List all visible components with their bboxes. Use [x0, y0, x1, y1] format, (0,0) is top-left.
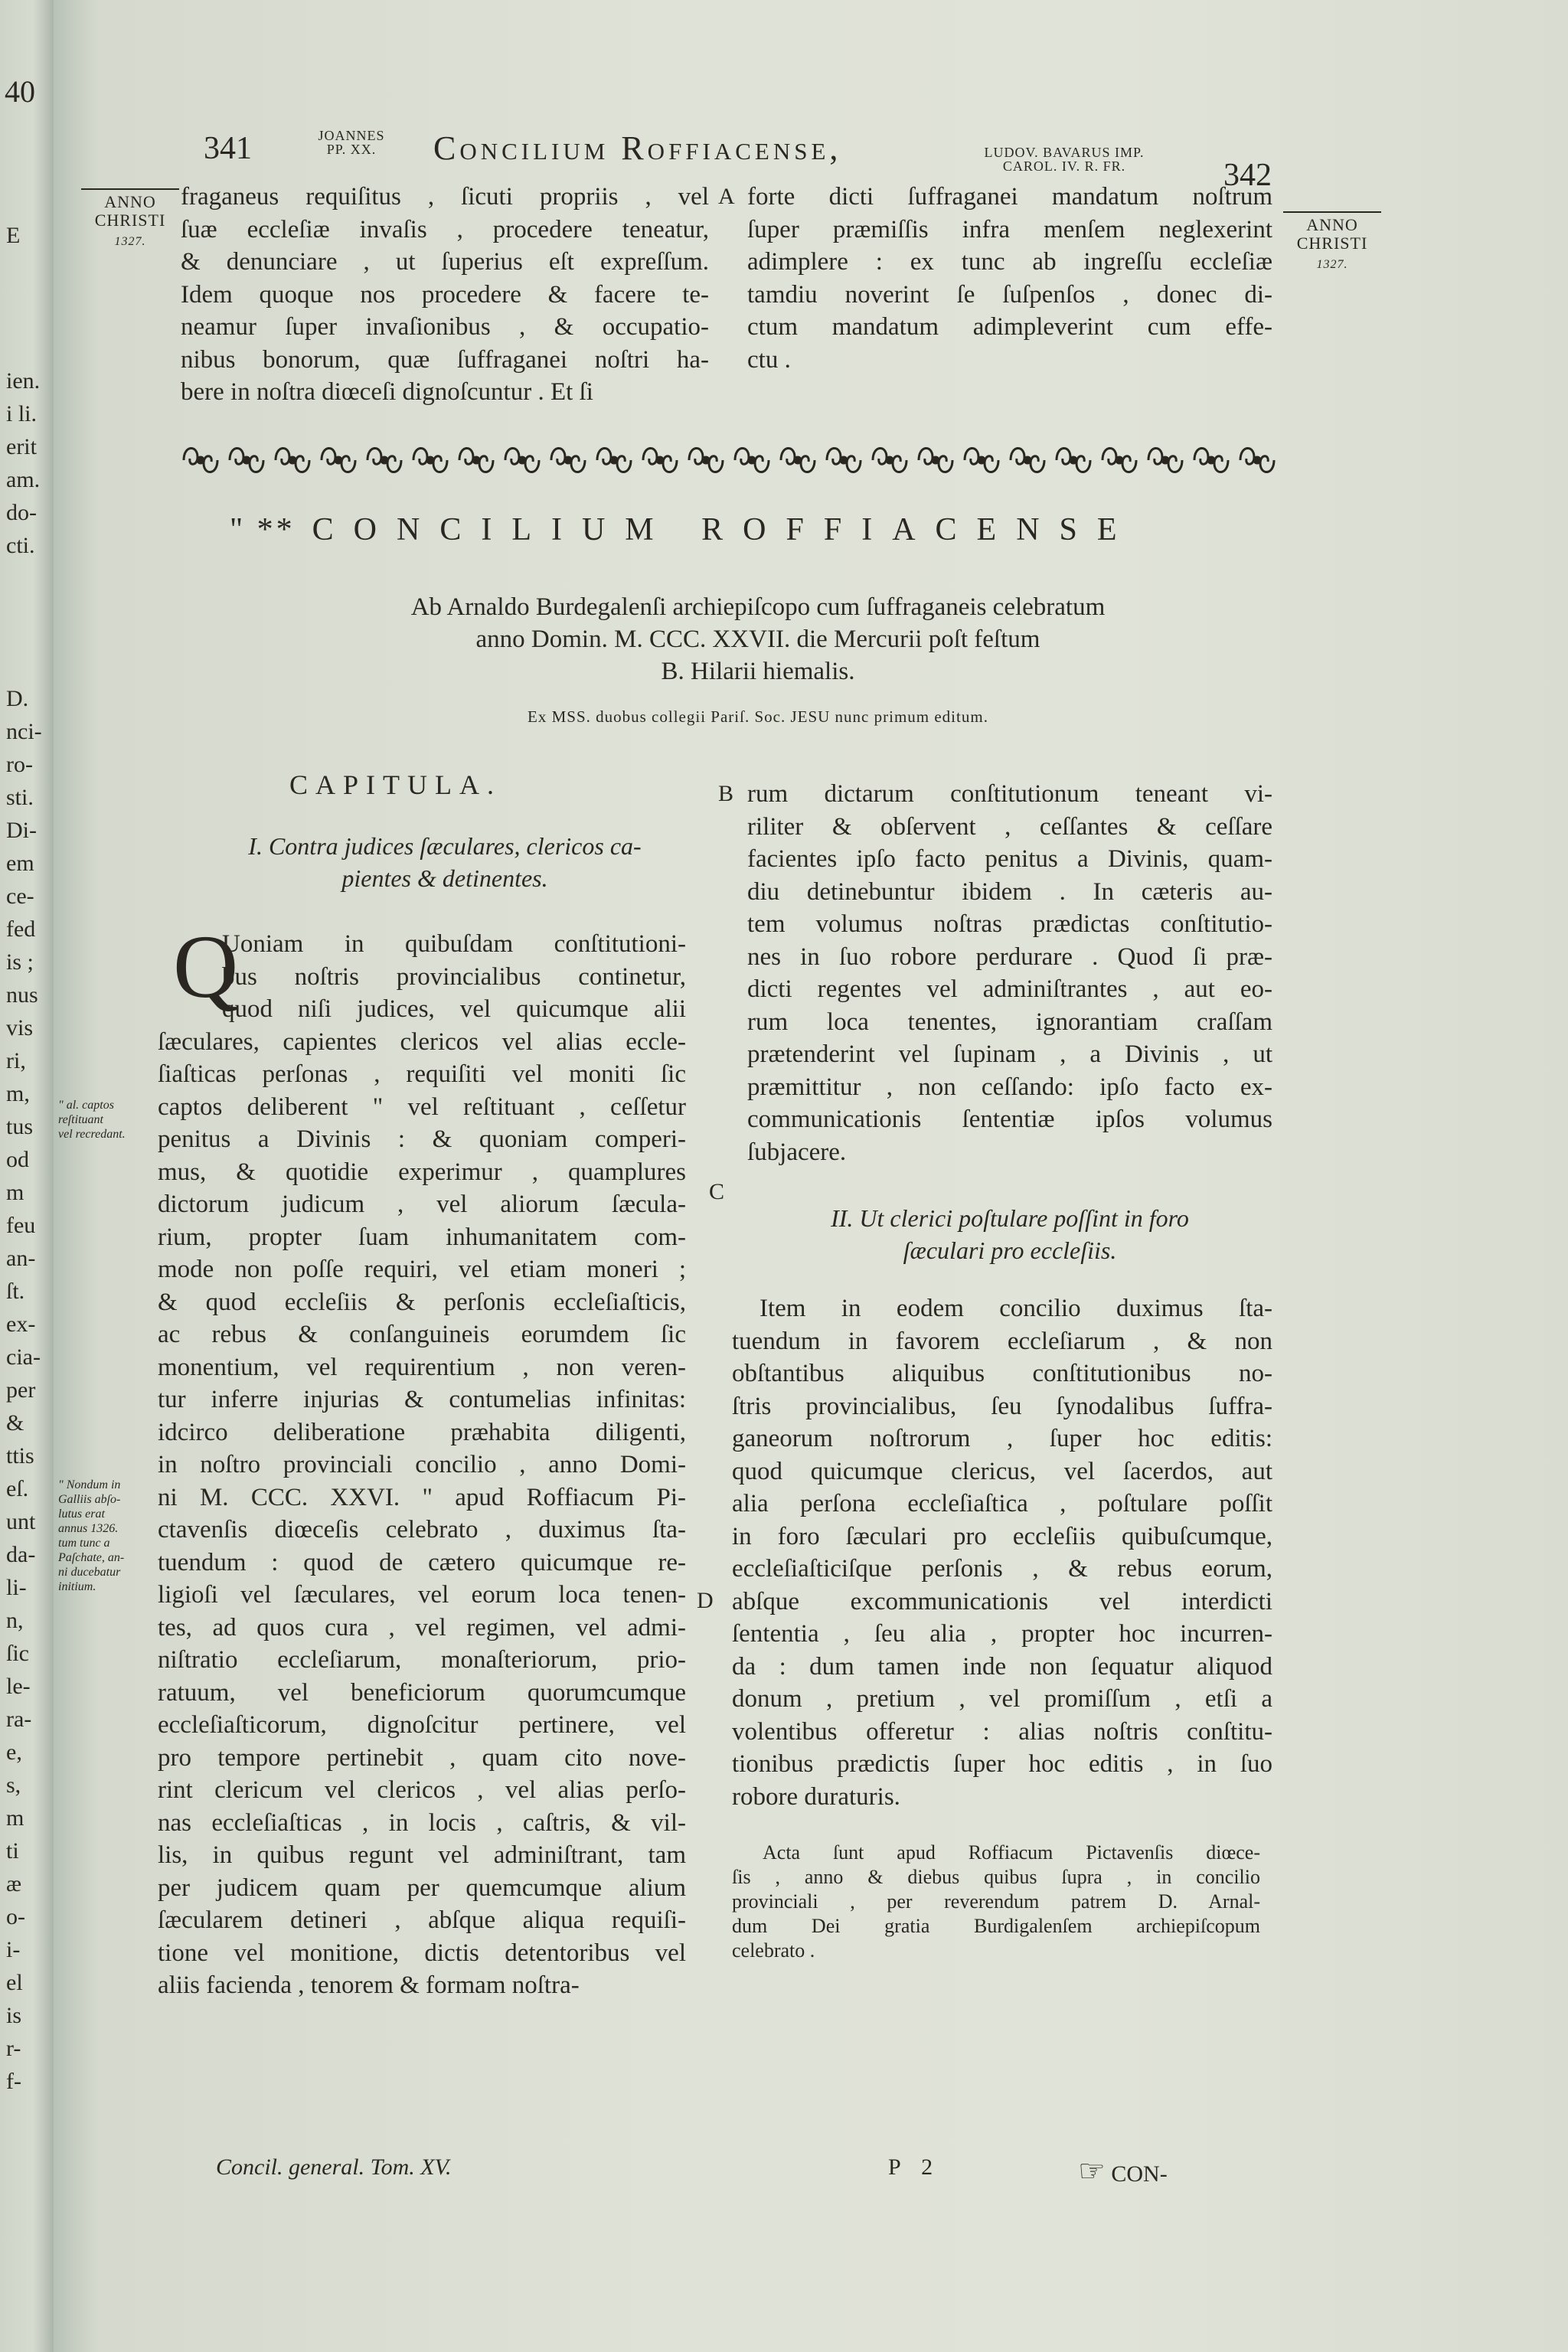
text-line: quod quicumque clericus, vel ſacerdos, aut: [732, 1457, 1272, 1485]
left-page-fragment: eſ.: [6, 1476, 29, 1501]
text-line: penitus a Divinis : & quoniam comperi-: [158, 1125, 686, 1153]
side-note-nondum: [58, 1478, 159, 1594]
left-page-fragment: is ;: [6, 949, 34, 975]
fleuron-ornament: [1102, 448, 1136, 472]
left-page-fragment: nci-: [6, 719, 42, 744]
left-page-fragment: ra-: [6, 1707, 32, 1732]
text-line: obſtantibus aliquibus conſtitutionibus no-: [732, 1360, 1272, 1387]
header-right-page-number: 342: [1223, 158, 1272, 193]
text-line: mode non poſſe requiri, vel etiam moneri ;: [158, 1256, 686, 1283]
left-page-fragment: sti.: [6, 785, 34, 810]
fleuron-ornament: [1011, 448, 1044, 472]
text-line: ganeorum noſtrorum , ſuper hoc editis:: [732, 1425, 1272, 1452]
left-page-fragment: fed: [6, 916, 36, 942]
section-marker-a: A: [718, 184, 735, 209]
left-page-fragment: feu: [6, 1213, 36, 1238]
margin-year-right: [1283, 211, 1381, 274]
left-page-fragment: ti: [6, 1838, 19, 1864]
top-right-column: [747, 181, 1272, 376]
fleuron-ornament: [689, 448, 723, 472]
text-line: neamur ſuper invaſionibus , & occupatio-: [181, 313, 709, 341]
side-note-line: Galliis abſo-: [58, 1493, 121, 1506]
text-line: volentibus offeretur : alias noſtris conſtitu-: [732, 1717, 1272, 1746]
chapter-1-body: [158, 928, 686, 2002]
text-line: Item in eodem concilio duximus ſta-: [760, 1295, 1272, 1322]
fleuron-ornament: [413, 448, 447, 472]
left-page-fragment: vis: [6, 1015, 34, 1040]
hand-pointer-icon: ☞: [1078, 2154, 1106, 2188]
acta-line: dum Dei gratia Burdigalenſem archiepiſcopum: [732, 1915, 1260, 1937]
left-page-fragment: am.: [6, 467, 41, 492]
left-page-fragment: ce-: [6, 884, 34, 909]
fleuron-ornament: [276, 448, 309, 472]
text-line: pro tempore pertinebit , quam cito nove-: [158, 1743, 686, 1772]
text-line: communicationis ſententiæ ipſos volumus: [747, 1106, 1272, 1133]
left-page-fragment: ſic: [6, 1641, 29, 1666]
left-page-fragment: i-: [6, 1937, 21, 1962]
subtitle-line: Ab Arnaldo Burdegalenſi archiepiſcopo cum ſuffraganeis celebratum: [410, 593, 1106, 621]
text-line: lis, in quibus regunt vel adminiſtrant, tam: [158, 1841, 686, 1869]
text-line: mus, & quotidie experimur , quamplures: [158, 1158, 686, 1186]
left-page-fragment: æ: [6, 1871, 22, 1896]
text-line: idcirco deliberatione præhabita diligenti,: [158, 1418, 686, 1446]
left-page-fragment: f-: [6, 2069, 21, 2094]
text-line: præmittitur , non ceſſando: ipſo facto ex-: [747, 1073, 1272, 1101]
text-line: & quod eccleſiis & perſonis eccleſiaſticis,: [158, 1288, 686, 1316]
side-note-line: Paſchate, an-: [58, 1551, 125, 1564]
text-line: Idem quoque nos procedere & facere te-: [181, 280, 709, 309]
text-line: ni M. CCC. XXVI. " apud Roffiacum Pi-: [158, 1483, 686, 1511]
left-page-fragment: s,: [6, 1772, 21, 1798]
fleuron-ornament: [184, 448, 217, 472]
left-page-fragment: o-: [6, 1904, 25, 1929]
text-line: aliis facienda , tenorem & formam noſtra-: [158, 1971, 580, 1999]
left-facing-page: [0, 0, 55, 2352]
fleuron-ornament: [505, 448, 539, 472]
chapter-1-heading-line: pientes & detinentes.: [341, 864, 548, 892]
left-page-fragment: ttis: [6, 1443, 34, 1468]
side-note-line: tum tunc a: [58, 1537, 110, 1550]
section-marker-c: C: [709, 1179, 725, 1204]
margin-anno-label: ANNO: [1283, 211, 1381, 234]
header-emperor: [957, 145, 1171, 173]
left-page-fragment: do-: [6, 500, 37, 525]
left-page-fragment: cia-: [6, 1344, 41, 1370]
fleuron-ornament: [368, 448, 401, 472]
text-line: dictorum judicum , vel aliorum ſæcula-: [158, 1191, 686, 1218]
left-page-fragment: nus: [6, 982, 38, 1008]
margin-anno-label: ANNO: [81, 188, 179, 211]
left-page-fragment: ex-: [6, 1312, 36, 1337]
fleuron-ornament: [965, 448, 998, 472]
text-line: tuendum in favorem eccleſiarum , & non: [732, 1327, 1272, 1355]
top-left-column: [181, 181, 709, 409]
text-line: tione vel monitione, dictis detentoribus vel: [158, 1939, 686, 1967]
header-emperor-line: LUDOV. BAVARUS IMP.: [984, 145, 1145, 160]
side-note-line: " Nondum in: [58, 1478, 121, 1491]
left-page-fragment: li-: [6, 1575, 27, 1600]
text-line: tem volumus noſtras prædictas conſtitutio-: [747, 910, 1272, 938]
footer-volume-text: Concil. general. Tom. XV.: [216, 2154, 452, 2180]
left-page-fragment: da-: [6, 1542, 36, 1567]
left-page-fragment: is: [6, 2003, 22, 2028]
text-line: abſque excommunicationis vel interdicti: [732, 1587, 1272, 1615]
fleuron-ornament: [827, 448, 861, 472]
drop-cap: Q: [173, 916, 239, 1017]
left-page-fragment: ien.: [6, 368, 41, 394]
text-line: robore duraturis.: [732, 1782, 900, 1811]
left-page-fragment: ſt.: [6, 1279, 25, 1304]
title-stars: " **: [230, 512, 296, 547]
acta-line: ſis , anno & diebus quibus ſupra , in concilio: [732, 1866, 1260, 1888]
text-line: ſæculares, capientes clericos vel alias eccle-: [158, 1027, 686, 1056]
main-title: [230, 511, 1137, 548]
text-line: tes, ad quos cura , vel regimen, vel admi-: [158, 1613, 686, 1642]
fleuron-ornament: [230, 448, 263, 472]
text-line: rum dictarum conſtitutionum teneant vi-: [747, 780, 1272, 808]
fleuron-ornament: [597, 448, 631, 472]
text-line: ſubjacere.: [747, 1138, 847, 1166]
left-page-fragment: od: [6, 1147, 29, 1172]
fleuron-ornament: [873, 448, 906, 472]
text-line: rum loca tenentes, ignorantiam craſſam: [747, 1008, 1272, 1036]
text-line: tionibus prædictis ſuper hoc editis , in ſuo: [732, 1750, 1272, 1778]
fleuron-ornament: [322, 448, 355, 472]
acta-line: Acta ſunt apud Roffiacum Pictavenſis diœce-: [763, 1841, 1260, 1864]
text-line: in foro ſæculari pro eccleſiis quibuſcumque,: [732, 1522, 1272, 1550]
left-page-fragment: em: [6, 851, 34, 876]
acta-closing-note: [732, 1841, 1260, 1963]
text-line: dicti regentes vel adminiſtrantes , aut eo-: [747, 975, 1272, 1003]
text-line: eccleſiaſticiſque perſonis , & rebus eorum,: [732, 1555, 1272, 1583]
left-page-fragment: e,: [6, 1740, 22, 1765]
left-page-fragment: cti.: [6, 533, 35, 558]
text-line: prætenderint vel ſupinam , a Divinis , ut: [747, 1040, 1272, 1068]
subtitle-line: B. Hilarii hiemalis.: [661, 658, 855, 685]
text-line: nes in ſuo robore perdurare . Quod ſi præ-: [747, 942, 1272, 971]
chapter-2-heading: [747, 1202, 1272, 1266]
text-line: forte dicti ſuffraganei mandatum noſtrum: [747, 183, 1272, 211]
text-line: donum , pretium , vel promiſſum , etſi a: [732, 1685, 1272, 1713]
text-line: da : dum tamen inde non ſequatur aliquod: [732, 1652, 1272, 1681]
left-page-fragment: Di-: [6, 818, 37, 843]
text-line: adimplere : ex tunc ab ingreſſu eccleſiæ: [747, 248, 1272, 276]
fleuron-ornament: [1240, 448, 1274, 472]
left-page-fragment: el: [6, 1970, 23, 1995]
capitula-heading: CAPITULA.: [289, 769, 501, 800]
text-line: rint clericum vel clericos , vel alias perſo-: [158, 1776, 686, 1804]
side-note-captos: [58, 1098, 159, 1142]
text-line: ſententia , ſeu alia , propter hoc incurren-: [732, 1620, 1272, 1648]
side-note-line: annus 1326.: [58, 1522, 119, 1535]
header-pope: [309, 129, 394, 156]
margin-christi-label: CHRISTI: [1296, 234, 1368, 253]
header-king-line: CAROL. IV. R. FR.: [1002, 158, 1126, 174]
header-pope-number: PP. XX.: [326, 142, 377, 157]
side-note-line: " al. captos: [58, 1099, 114, 1112]
text-line: tur inferre injurias & contumelias infinitas:: [158, 1386, 686, 1413]
margin-year-left: [81, 188, 179, 251]
fleuron-ornament: [459, 448, 493, 472]
text-line: per judicem quam per quemcumque alium: [158, 1873, 686, 1902]
text-line: niſtratio eccleſiarum, monaſteriorum, prio-: [158, 1646, 686, 1674]
text-line: facientes ipſo facto penitus a Divinis, quam-: [747, 845, 1272, 873]
text-line: fraganeus requiſitus , ſicuti propriis , vel: [181, 183, 709, 211]
subtitle: [291, 591, 1225, 688]
subtitle-line: anno Domin. M. CCC. XXVII. die Mercurii poſt feſtum: [475, 626, 1040, 653]
fleuron-ornament: [1057, 448, 1090, 472]
text-line: ſiaſticas perſonas , requiſiti vel moniti ſic: [158, 1060, 686, 1088]
text-line: monentium, vel requirentium , non veren-: [158, 1353, 686, 1381]
chapter-1-heading-line: I. Contra judices ſæculares, clericos ca-: [248, 832, 642, 860]
left-page-fragment: per: [6, 1377, 36, 1403]
text-line: riliter & obſervent , ceſſantes & ceſſare: [747, 812, 1272, 841]
title-text: CONCILIUM ROFFIACENSE: [312, 512, 1137, 547]
text-line: ctu .: [747, 345, 791, 374]
text-line: & denunciare , ut ſuperius eſt expreſſum.: [181, 248, 709, 276]
chapter-2-body: [732, 1292, 1272, 1813]
acta-line: provinciali , per reverendum patrem D. Arnal-: [732, 1890, 1260, 1913]
text-line: quod niſi judices, vel quicumque alii: [222, 995, 686, 1023]
source-note: Ex MSS. duobus collegii Pariſ. Soc. JESU nunc primum editum.: [528, 707, 988, 726]
side-note-line: ni ducebatur: [58, 1566, 121, 1579]
text-line: ctum mandatum adimpleverint cum effe-: [747, 313, 1272, 341]
header-left-page-number: 341: [204, 131, 252, 166]
left-page-fragment: erit: [6, 434, 37, 459]
margin-christi-label: CHRISTI: [94, 211, 166, 230]
left-page-fragment: tus: [6, 1114, 34, 1139]
footer-volume: [216, 2154, 452, 2180]
right-column-continuation: [747, 778, 1272, 1168]
side-note-line: reſtituant: [58, 1113, 103, 1126]
ornament-band: [178, 440, 1280, 480]
section-marker-b: B: [718, 781, 734, 806]
left-page-fragment: ro-: [6, 752, 33, 777]
acta-line: celebrato .: [732, 1939, 815, 1962]
left-page-fragment: unt: [6, 1509, 36, 1534]
footer-signature: P 2: [888, 2154, 941, 2180]
margin-year-value: 1327.: [1316, 258, 1348, 271]
fleuron-ornament: [551, 448, 585, 472]
margin-year-value: 1327.: [114, 235, 146, 248]
left-page-fragment: an-: [6, 1246, 36, 1271]
left-page-fragment: m: [6, 1180, 24, 1205]
text-line: ſtris provincialibus, ſeu ſynodalibus ſuffra-: [732, 1392, 1272, 1420]
text-line: tamdiu noverint ſe ſuſpenſos , donec di-: [747, 280, 1272, 309]
fleuron-ornament: [643, 448, 677, 472]
text-line: eccleſiaſticorum, dignoſcitur pertinere, vel: [158, 1711, 686, 1739]
text-line: ctavenſis diœceſis celebrato , duximus ſta-: [158, 1516, 686, 1544]
text-line: alia perſona eccleſiaſtica , poſtulare poſſit: [732, 1490, 1272, 1517]
text-line: bus noſtris provincialibus continetur,: [222, 962, 686, 991]
text-line: diu detinebuntur ibidem . In cæteris au-: [747, 877, 1272, 906]
fleuron-ornament: [1194, 448, 1228, 472]
text-line: in noſtro provinciali concilio , anno Domi-: [158, 1451, 686, 1478]
side-note-line: vel recredant.: [58, 1128, 126, 1141]
side-note-line: lutus erat: [58, 1508, 105, 1521]
chapter-2-heading-line: II. Ut clerici poſtulare poſſint in foro: [831, 1204, 1189, 1232]
text-line: rium, propter ſuam inhumanitatem com-: [158, 1223, 686, 1251]
header-pope-name: JOANNES: [318, 128, 385, 143]
left-page-fragment: E: [6, 223, 21, 248]
text-line: ſuæ eccleſiæ invaſis , procedere teneatur,: [181, 215, 709, 243]
text-line: tuendum : quod de cætero quicumque re-: [158, 1548, 686, 1576]
fleuron-ornament: [735, 448, 769, 472]
text-line: ligioſi vel ſæculares, vel eorum loca tenen-: [158, 1581, 686, 1609]
left-page-fragment: &: [6, 1410, 24, 1436]
text-line: bere in noſtra diœceſi dignoſcuntur . Et ſi: [181, 378, 593, 406]
text-line: ſæcularem detineri , abſque aliqua requiſi-: [158, 1906, 686, 1934]
footer-catchword: [1078, 2153, 1168, 2189]
fleuron-ornament: [781, 448, 815, 472]
left-page-number: 40: [5, 74, 35, 109]
fleuron-ornament: [919, 448, 952, 472]
text-line: ratuum, vel beneficiorum quorumcumque: [158, 1678, 686, 1707]
left-page-fragment: m,: [6, 1081, 30, 1106]
fleuron-ornament: [1148, 448, 1182, 472]
left-page-fragment: D.: [6, 686, 29, 711]
text-line: captos deliberent " vel reſtituant , ceſſetur: [158, 1093, 686, 1121]
catchword-text: CON-: [1111, 2161, 1168, 2187]
left-page-fragment: m: [6, 1805, 24, 1831]
running-title: Concilium Roffiacense,: [433, 129, 842, 167]
text-line: ac rebus & conſanguineis eorumdem ſic: [158, 1321, 686, 1348]
text-line: nibus bonorum, quæ ſuffraganei noſtri ha-: [181, 345, 709, 374]
section-marker-d: D: [697, 1588, 714, 1613]
left-page-fragment: r-: [6, 2036, 21, 2061]
left-page-fragment: ri,: [6, 1048, 26, 1073]
chapter-2-heading-line: ſæculari pro eccleſiis.: [903, 1236, 1117, 1264]
chapter-1-heading: [181, 830, 709, 894]
left-page-fragment: i li.: [6, 401, 38, 426]
left-page-fragment: le-: [6, 1674, 31, 1699]
side-note-line: initium.: [58, 1580, 96, 1593]
text-line: ſuper præmiſſis infra menſem neglexerint: [747, 215, 1272, 243]
text-line: Uoniam in quibuſdam conſtitutioni-: [222, 930, 686, 958]
left-page-fragment: n,: [6, 1608, 24, 1633]
text-line: nas eccleſiaſticas , in locis , caſtris, & vil-: [158, 1808, 686, 1837]
